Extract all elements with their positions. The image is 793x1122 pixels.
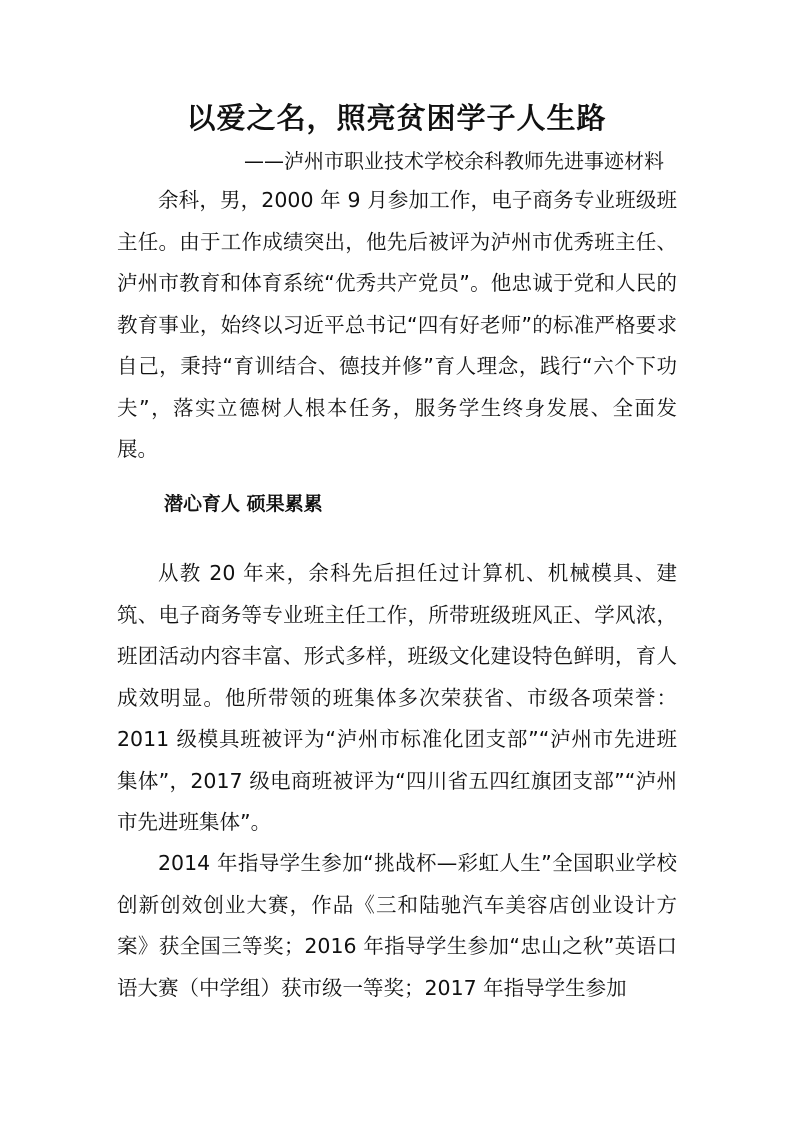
body-paragraph: 从教 20 年来，余科先后担任过计算机、机械模具、建筑、电子商务等专业班主任工作，所带班级班风正、学风浓，班团活动内容丰富、形式多样，班级文化建设特色鲜明，育人成效明显。他所带领的班集体多次荣获省、市级各项荣誉：2011 级模具班被评为“泸州市标准化团支部”“泸州市先进班集体”，2017 级电商班被评为“四川省五四红旗团支部”“泸州市先进班集体”。	[117, 561, 677, 834]
document-title: 以爱之名，照亮贫困学子人生路	[186, 101, 607, 135]
document-subtitle: ——泸州市职业技术学校余科教师先进事迹材料	[244, 149, 664, 173]
intro-paragraph: 余科，男，2000 年 9 月参加工作，电子商务专业班级班主任。由于工作成绩突出，他先后被评为泸州市优秀班主任、泸州市教育和体育系统“优秀共产党员”。他忠诚于党和人民的教育事业，始终以习近平总书记“四有好老师”的标准严格要求自己，秉持“育训结合、德技并修”育人理念，践行“六个下功夫”，落实立德树人根本任务，服务学生终身发展、全面发展。	[117, 188, 677, 461]
body-paragraph: 2014 年指导学生参加“挑战杯—彩虹人生”全国职业学校创新创效创业大赛，作品《三和陆驰汽车美容店创业设计方案》获全国三等奖；2016 年指导学生参加“忠山之秋”英语口语大赛（中学组）获市级一等奖；2017 年指导学生参加	[117, 851, 677, 1000]
section-heading: 潜心育人 硕果累累	[164, 493, 323, 515]
